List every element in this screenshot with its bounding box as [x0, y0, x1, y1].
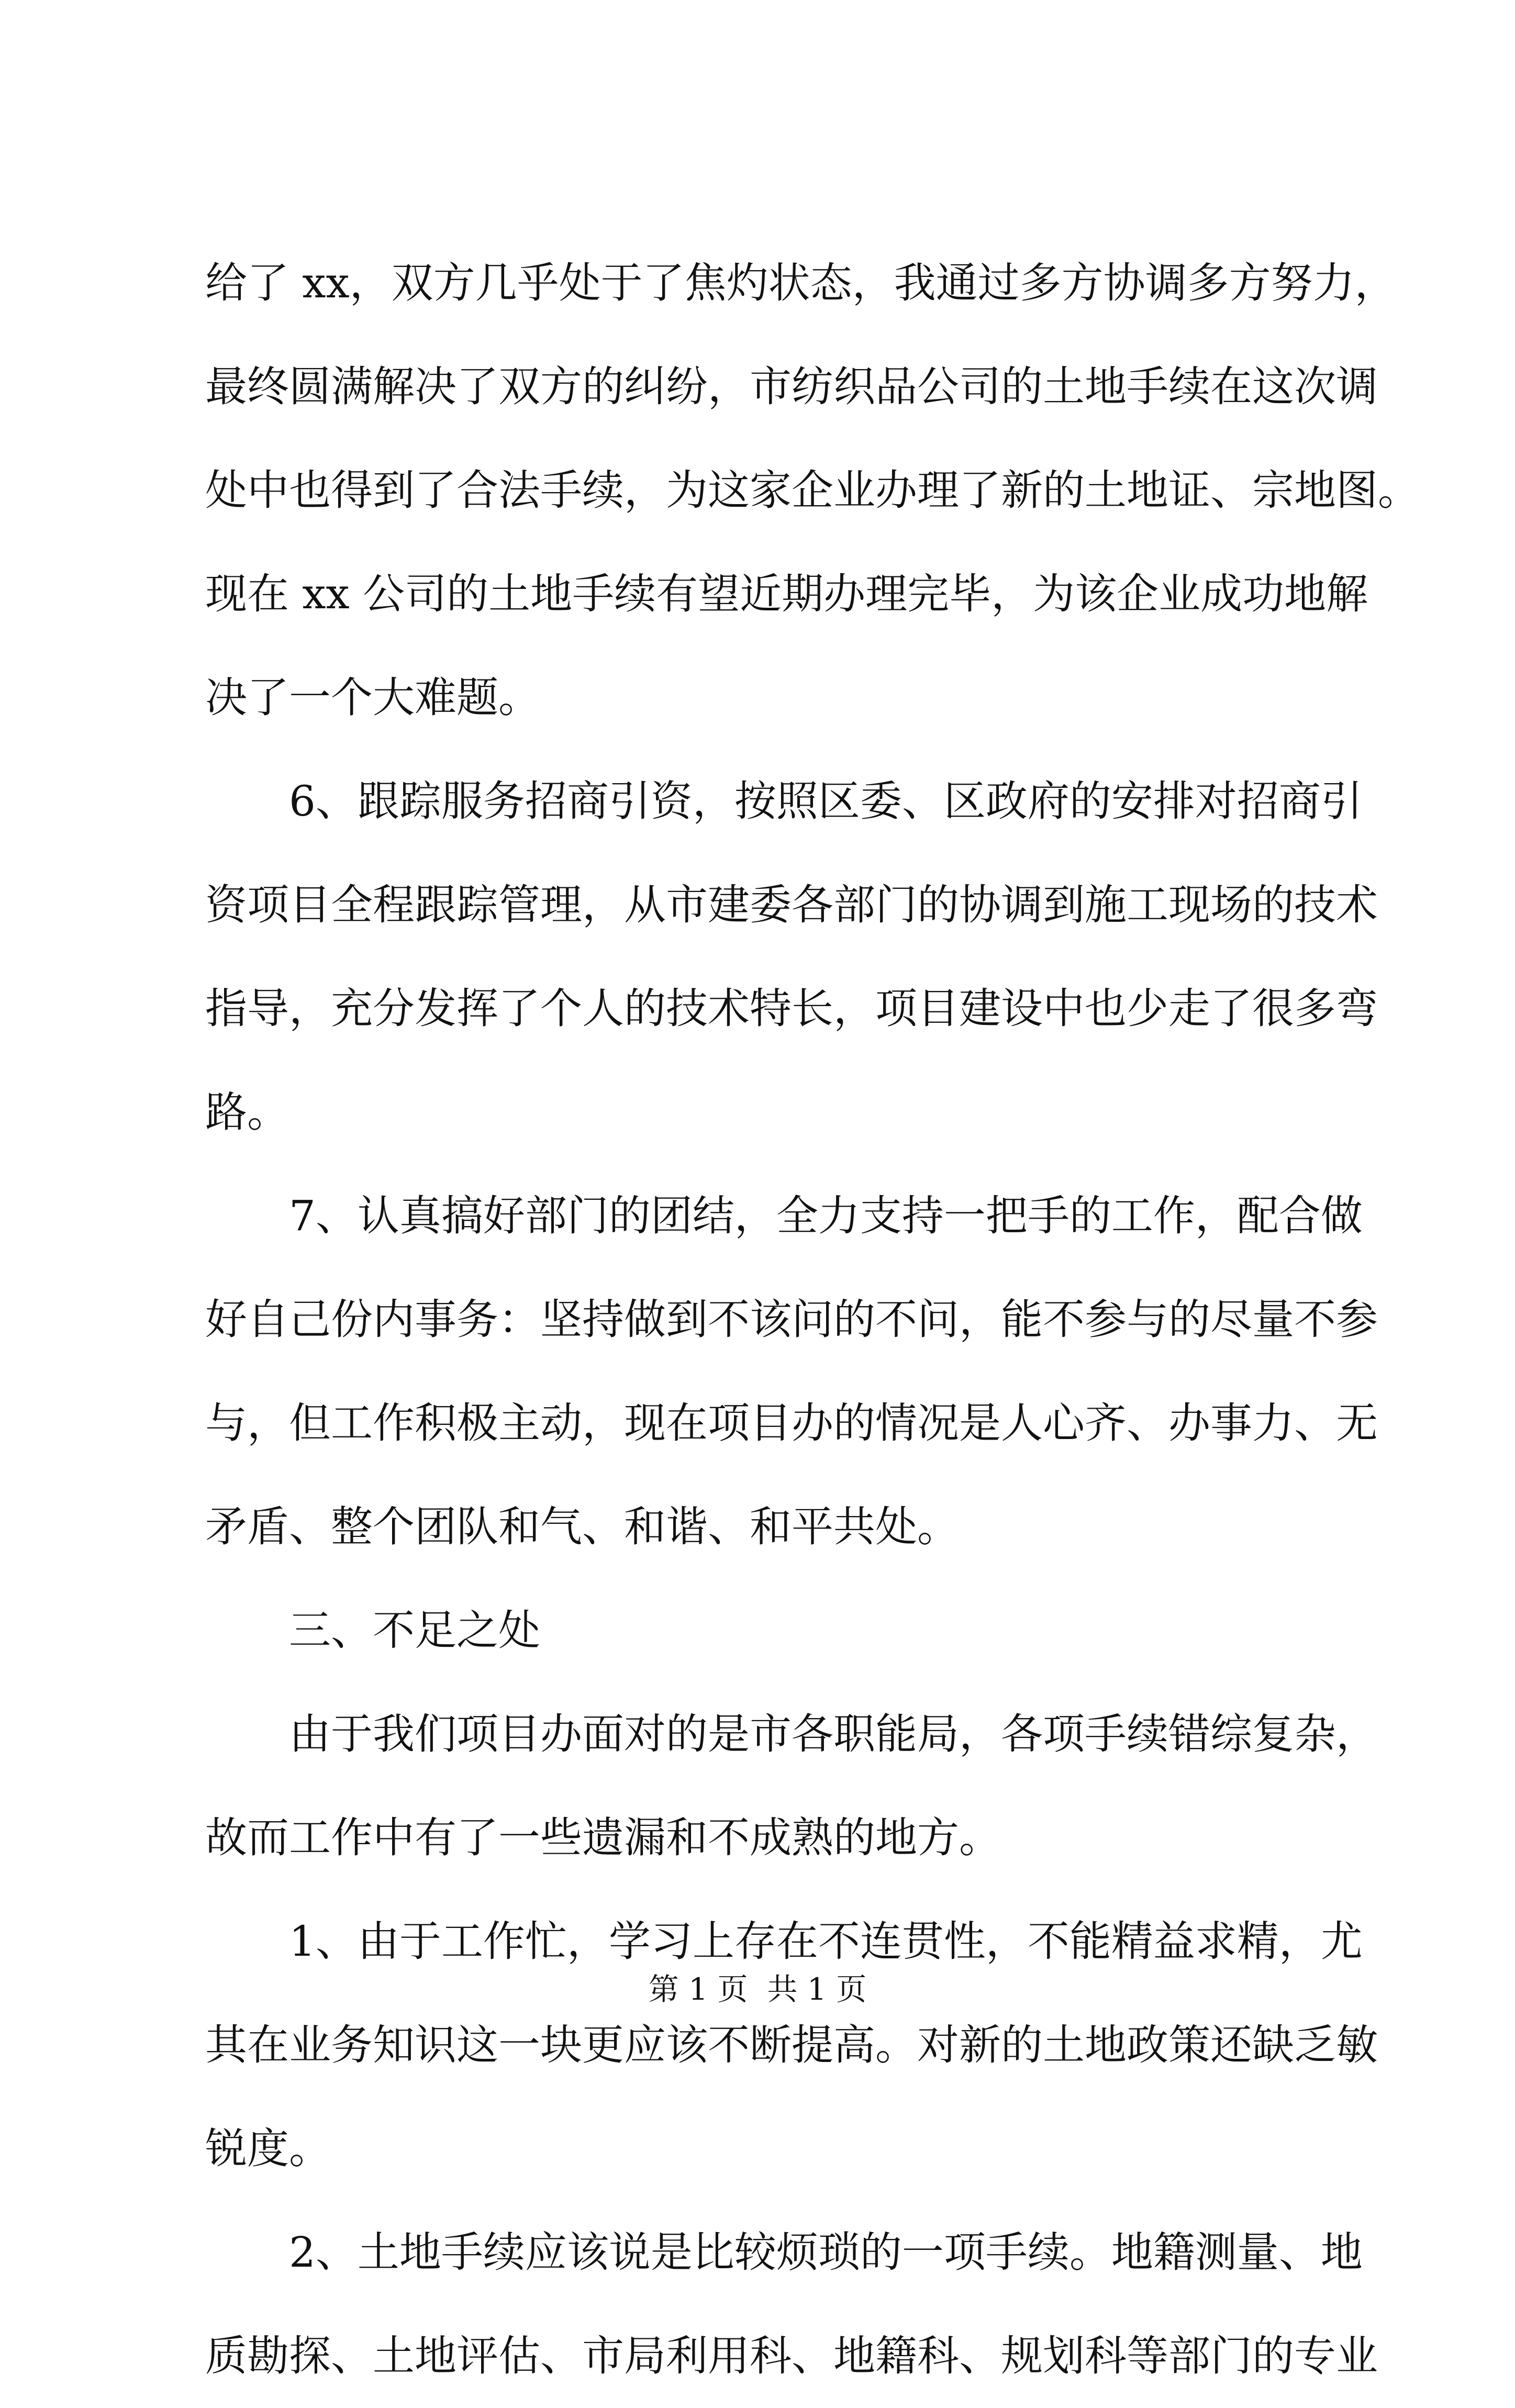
text-line: 路。: [205, 1088, 289, 1136]
text-line: 锐度。: [205, 2124, 331, 2173]
document-body: [205, 231, 1420, 2408]
text-line: 三、不足之处: [289, 1606, 540, 1655]
text-line: 1、由于工作忙，学习上存在不连贯性，不能精益求精，尤: [289, 1917, 1363, 1966]
text-line: 6、跟踪服务招商引资，按照区委、区政府的安排对招商引: [289, 777, 1363, 826]
text-line: 故而工作中有了一些遗漏和不成熟的地方。: [205, 1813, 1001, 1862]
text-line: 现在 xx 公司的土地手续有望近期办理完毕，为该企业成功地解: [205, 570, 1368, 618]
page-footer: 第 1 页 共 1 页: [648, 1971, 867, 2007]
text-line: 处中也得到了合法手续，为这家企业办理了新的土地证、宗地图。: [205, 466, 1420, 515]
text-line: 指导，充分发挥了个人的技术特长，项目建设中也少走了很多弯: [205, 984, 1378, 1033]
text-line: 最终圆满解决了双方的纠纷，市纺织品公司的土地手续在这次调: [205, 362, 1378, 411]
text-line: 与，但工作积极主动，现在项目办的情况是人心齐、办事力、无: [205, 1399, 1378, 1447]
text-line: 其在业务知识这一块更应该不断提高。对新的土地政策还缺乏敏: [205, 2021, 1378, 2069]
text-line: 矛盾、整个团队和气、和谐、和平共处。: [205, 1502, 959, 1551]
text-line: 由于我们项目办面对的是市各职能局，各项手续错综复杂，: [289, 1710, 1378, 1758]
text-line: 决了一个大难题。: [205, 673, 540, 722]
text-line: 好自己份内事务：坚持做到不该问的不问，能不参与的尽量不参: [205, 1295, 1378, 1344]
text-line: 给了 xx，双方几乎处于了焦灼状态，我通过多方协调多方努力，: [205, 259, 1397, 307]
text-line: 资项目全程跟踪管理，从市建委各部门的协调到施工现场的技术: [205, 880, 1378, 929]
text-line: 2、土地手续应该说是比较烦琐的一项手续。地籍测量、地: [289, 2228, 1363, 2277]
text-line: 7、认真搞好部门的团结，全力支持一把手的工作，配合做: [289, 1191, 1363, 1240]
text-line: 质勘探、土地评估、市局利用科、地籍科、规划科等部门的专业: [205, 2332, 1378, 2380]
